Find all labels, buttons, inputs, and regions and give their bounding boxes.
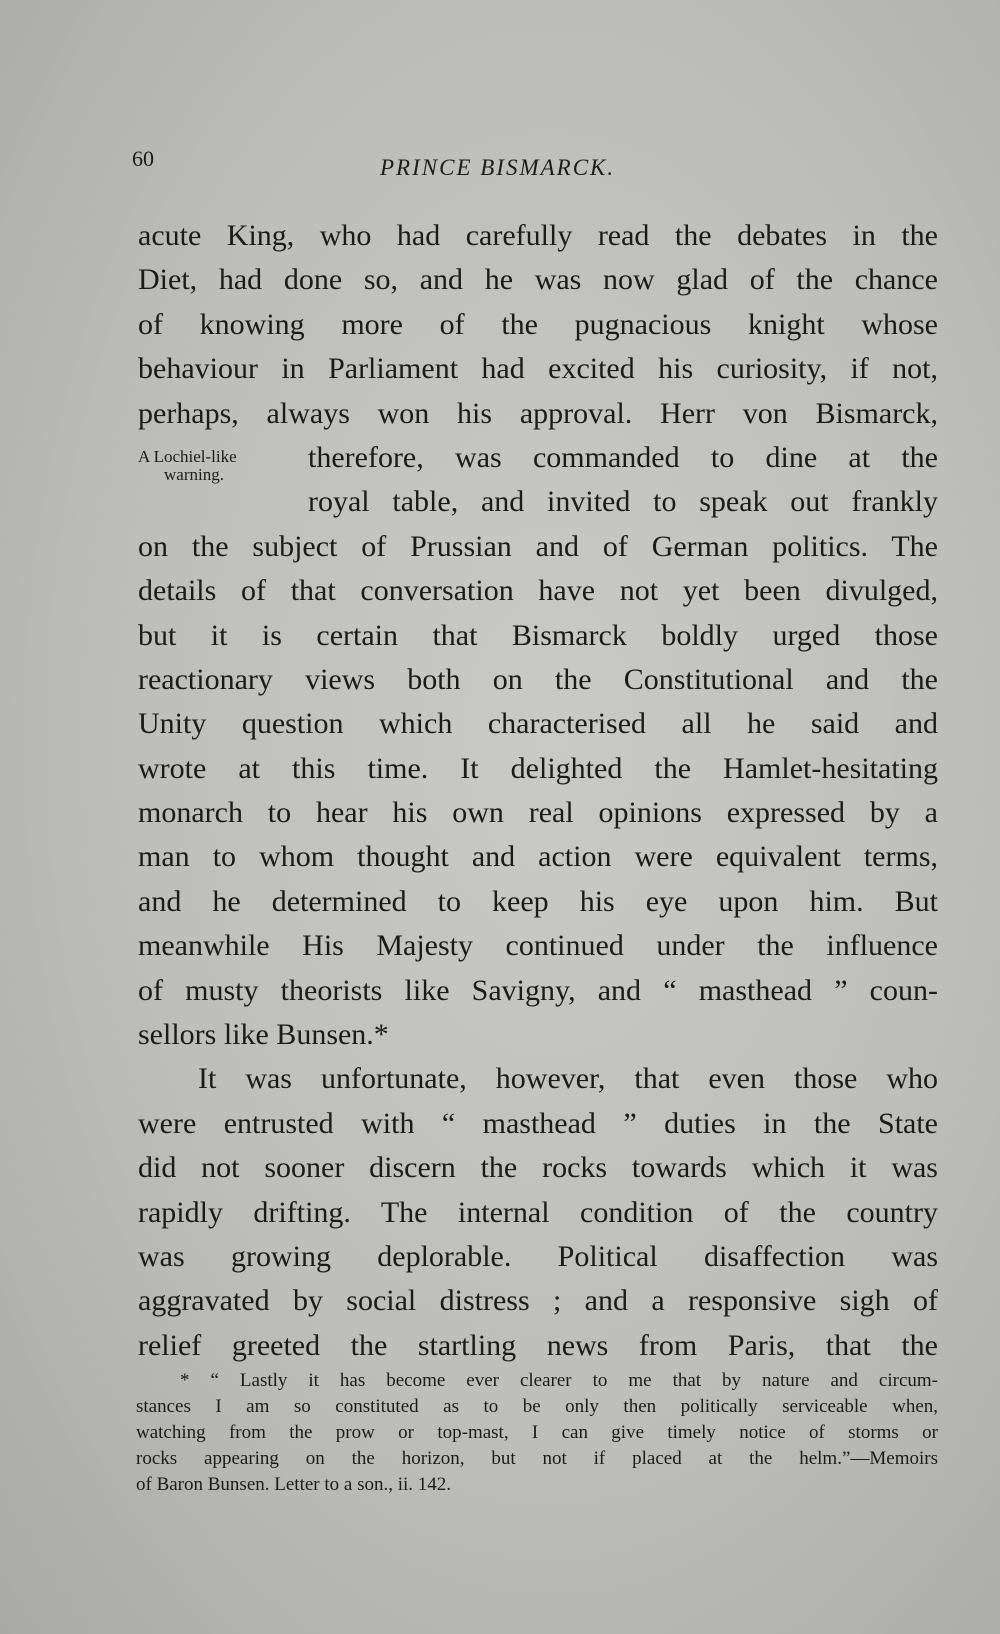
text-line: wrote at this time. It delighted the Hamlet-hesitating (138, 751, 938, 785)
text-line: aggravated by social distress ; and a responsive sigh of (138, 1284, 938, 1318)
text-line: but it is certain that Bismarck boldly urged those (138, 618, 938, 652)
text-line: was growing deplorable. Political disaffection was (138, 1239, 938, 1273)
text-line: reactionary views both on the Constitutional and the (138, 662, 938, 696)
footnote-line: of Baron Bunsen. Letter to a son., ii. 142. (136, 1474, 452, 1495)
text-line: It was unfortunate, however, that even those who (198, 1062, 938, 1096)
text-line: details of that conversation have not yet been divulged, (138, 574, 938, 608)
text-line: royal table, and invited to speak out frankly (308, 485, 938, 519)
footnote-line: stances I am so constituted as to be only then politically serviceable when, (136, 1396, 938, 1417)
text-line: relief greeted the startling news from Paris, that the (138, 1328, 938, 1362)
text-line: and he determined to keep his eye upon him. But (138, 884, 938, 918)
text-line: were entrusted with “ masthead ” duties in the State (138, 1106, 938, 1140)
text-line: Diet, had done so, and he was now glad of the chance (138, 263, 938, 297)
footnote-line: watching from the prow or top-mast, I can give timely notice of storms or (136, 1422, 938, 1443)
text-line: rapidly drifting. The internal condition of the country (138, 1195, 938, 1229)
text-line: did not sooner discern the rocks towards which it was (138, 1151, 938, 1185)
margin-note-line: A Lochiel-like (138, 447, 237, 466)
text-line: therefore, was commanded to dine at the (308, 440, 938, 474)
page-number: 60 (132, 146, 154, 171)
text-line: sellors like Bunsen.* (138, 1018, 389, 1052)
footnote-line: rocks appearing on the horizon, but not if placed at the helm.”—Memoirs (136, 1448, 938, 1469)
running-head: PRINCE BISMARCK. (380, 155, 616, 180)
text-line: behaviour in Parliament had excited his curiosity, if not, (138, 352, 938, 386)
text-line: monarch to hear his own real opinions expressed by a (138, 796, 938, 830)
footnote-line: * “ Lastly it has become ever clearer to me that by nature and circum- (180, 1370, 938, 1391)
text-line: Unity question which characterised all he said and (138, 707, 938, 741)
text-line: acute King, who had carefully read the debates in the (138, 219, 938, 252)
footnote (136, 1368, 938, 1498)
margin-note-line: warning. (164, 465, 224, 484)
text-line: of knowing more of the pugnacious knight whose (138, 307, 938, 341)
text-line: on the subject of Prussian and of German politics. The (138, 529, 938, 563)
text-line: perhaps, always won his approval. Herr von Bismarck, (138, 396, 938, 430)
text-line: of musty theorists like Savigny, and “ masthead ” coun- (138, 973, 938, 1007)
text-line: meanwhile His Majesty continued under the influence (138, 929, 938, 963)
text-line: man to whom thought and action were equivalent terms, (138, 840, 938, 874)
body-text (138, 214, 938, 1368)
